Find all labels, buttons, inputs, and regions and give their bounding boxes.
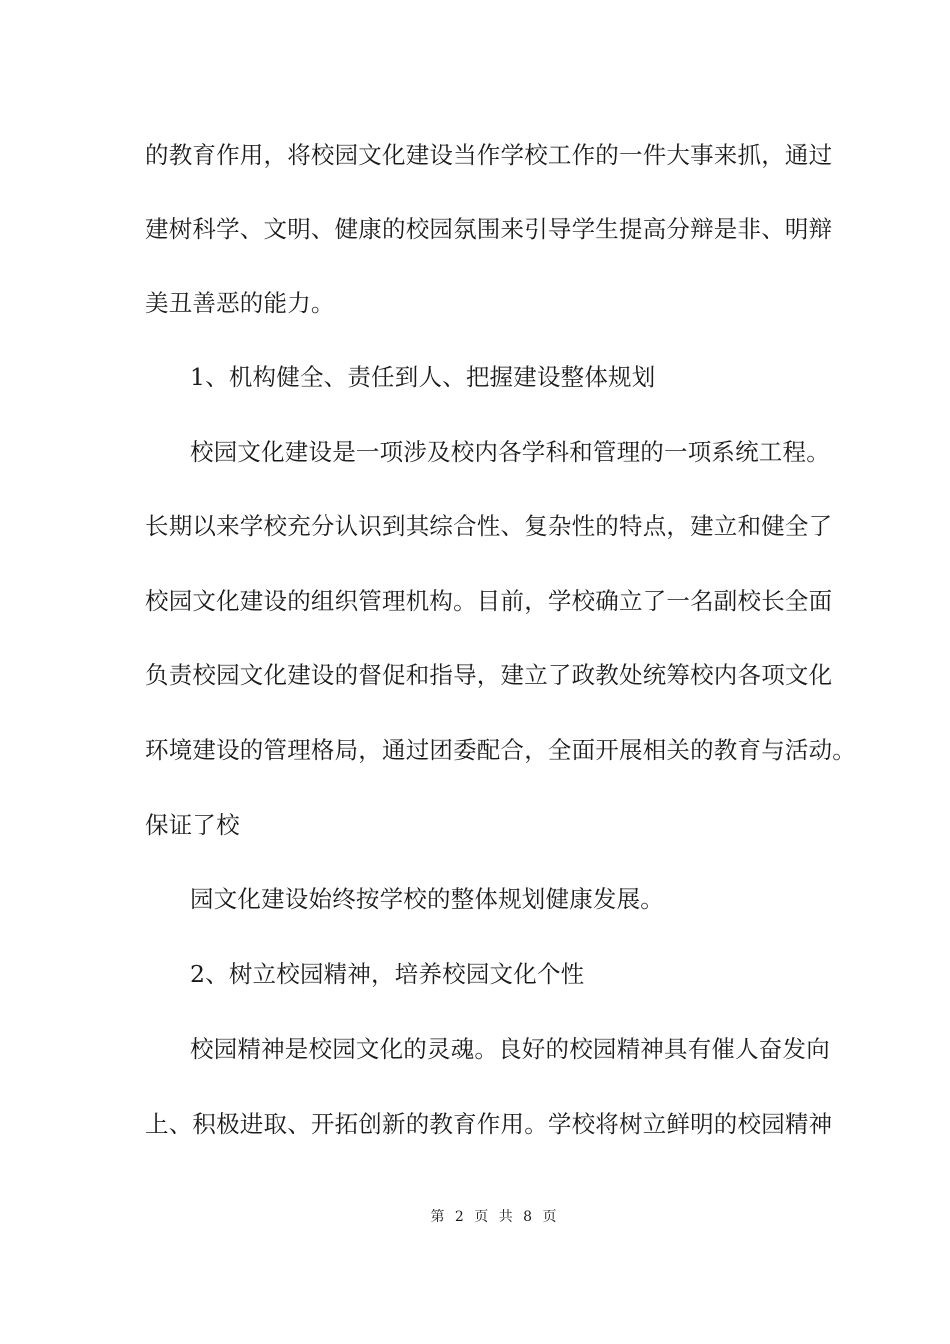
paragraph-line: 建树科学、文明、健康的校园氛围来引导学生提高分辩是非、明辩 [145,215,833,243]
paragraph-line: 校园文化建设是一项涉及校内各学科和管理的一项系统工程。 [190,438,830,466]
paragraph-line: 保证了校 [145,811,240,839]
paragraph-line: 的教育作用，将校园文化建设当作学校工作的一件大事来抓，通过 [145,141,833,169]
paragraph-line: 园文化建设始终按学校的整体规划健康发展。 [190,885,664,913]
section-heading-2: 2、树立校园精神，培养校园文化个性 [190,960,585,988]
paragraph-line: 长期以来学校充分认识到其综合性、复杂性的特点，建立和健全了 [145,512,833,540]
paragraph-line: 校园精神是校园文化的灵魂。良好的校园精神具有催人奋发向 [190,1035,830,1063]
paragraph-line: 负责校园文化建设的督促和指导，建立了政教处统筹校内各项文化 [145,661,833,689]
paragraph-line: 校园文化建设的组织管理机构。目前，学校确立了一名副校长全面 [145,587,833,615]
paragraph-line: 环境建设的管理格局，通过团委配合，全面开展相关的教育与活动。 [145,736,856,764]
paragraph-line: 上、积极进取、开拓创新的教育作用。学校将树立鲜明的校园精神 [145,1110,833,1138]
paragraph-line: 美丑善恶的能力。 [145,289,335,317]
section-heading-1: 1、机构健全、责任到人、把握建设整体规划 [190,363,656,391]
page-number-footer: 第 2 页 共 8 页 [430,1209,560,1225]
